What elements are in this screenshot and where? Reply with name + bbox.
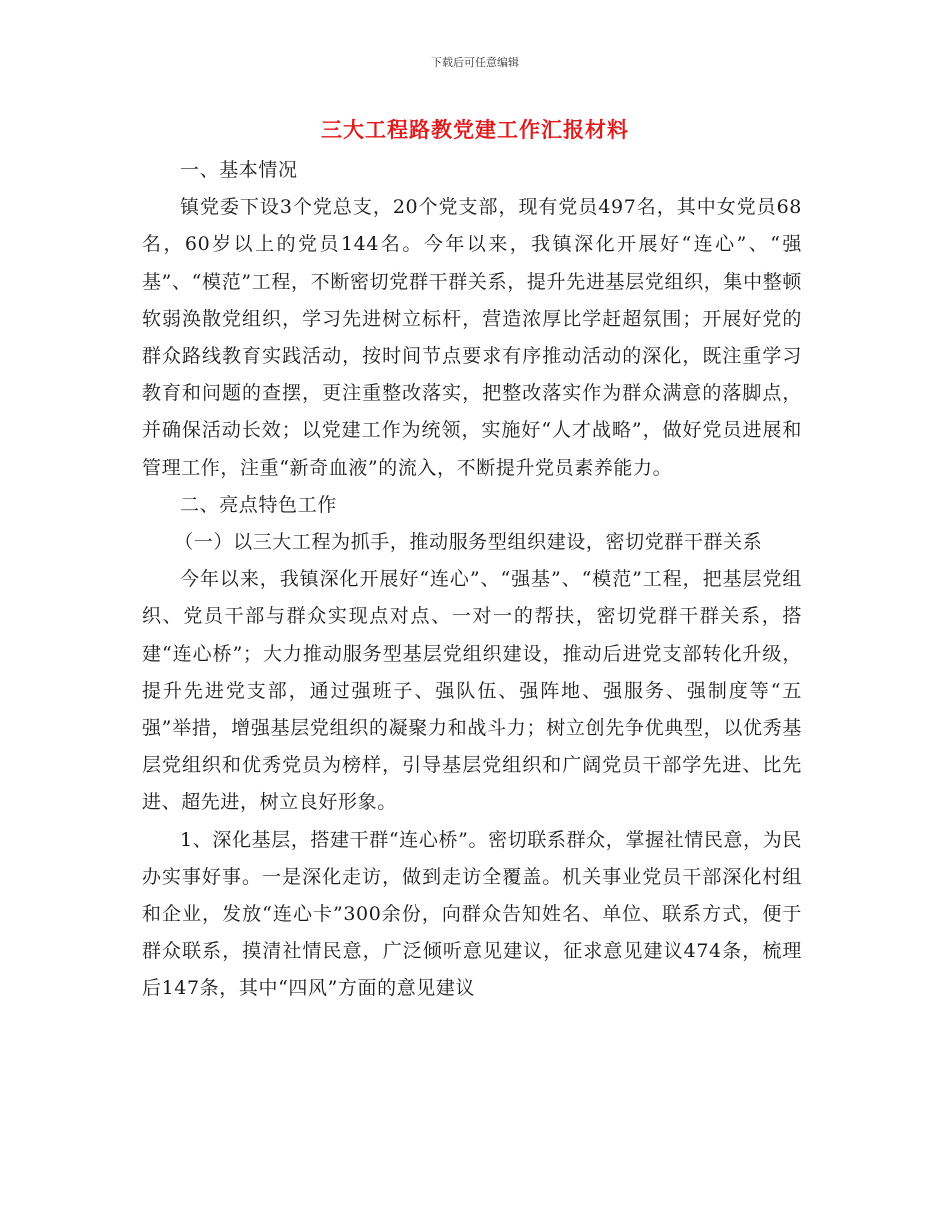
section-heading-highlights: 二、亮点特色工作 <box>180 493 337 516</box>
section-heading-basic: 一、基本情况 <box>180 159 298 181</box>
subsection-heading-1: （一）以三大工程为抓手，推动服务型组织建设，密切党群干群关系 <box>174 531 763 554</box>
document-body <box>142 152 802 1008</box>
paragraph-three-projects: 今年以来，我镇深化开展好“连心”、“强基”、“模范”工程，把基层党组织、党员干部与群众实现点对点、一对一的帮扶，密切党群干群关系，搭建“连心桥”；大力推动服务型基层党组织建设，推动后进党支部转化升级，提升先进党支部，通过强班子、强队伍、强阵地、强服务、强制度等“五强”举措，增强基层党组织的凝聚力和战斗力；树立创先争优典型，以优秀基层党组织和优秀党员为榜样，引导基层党组织和广阔党员干部学先进、比先进、超先进，树立良好形象。 <box>142 568 802 814</box>
paragraph-bridge: 1、深化基层，搭建干群“连心桥”。密切联系群众，掌握社情民意，为民办实事好事。一是深化走访，做到走访全覆盖。机关事业党员干部深化村组和企业，发放“连心卡”300余份，向群众告知姓名、单位、联系方式，便于群众联系，摸清社情民意，广泛倾听意见建议，征求意见建议474条，梳理后147条，其中“四风”方面的意见建议 <box>142 828 802 1000</box>
document-title: 三大工程路教党建工作汇报材料 <box>321 117 629 142</box>
header-note: 下载后可任意编辑 <box>431 56 519 69</box>
paragraph-basic-situation: 镇党委下设3个党总支，20个党支部，现有党员497名，其中女党员68名，60岁以上的党员144名。今年以来，我镇深化开展好“连心”、“强基”、“模范”工程，不断密切党群干群关系，提升先进基层党组织，集中整顿软弱涣散党组织，学习先进树立标杆，营造浓厚比学赶超氛围；开展好党的群众路线教育实践活动，按时间节点要求有序推动活动的深化，既注重学习教育和问题的查摆，更注重整改落实，把整改落实作为群众满意的落脚点，并确保活动长效；以党建工作为统领，实施好“人才战略”，做好党员进展和管理工作，注重“新奇血液”的流入，不断提升党员素养能力。 <box>142 196 802 479</box>
